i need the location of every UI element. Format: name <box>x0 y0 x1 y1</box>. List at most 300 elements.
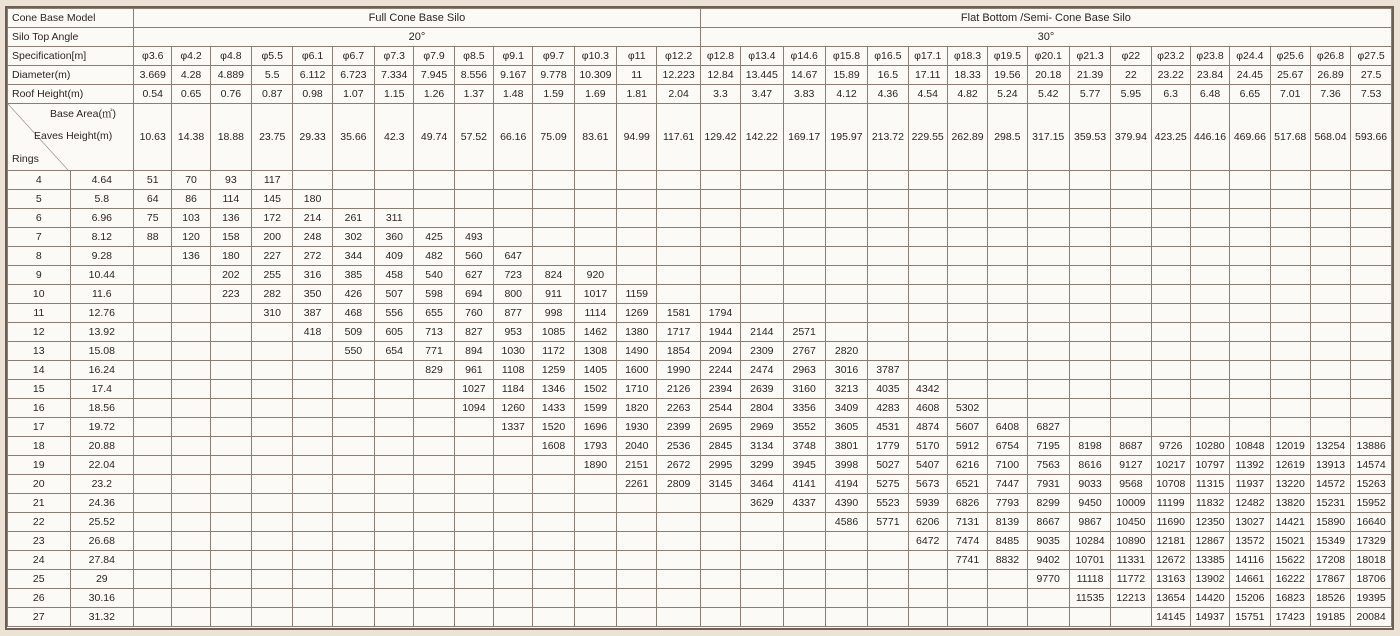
capacity-cell: 493 <box>454 228 493 247</box>
eaves-height-cell: 12.76 <box>70 304 134 323</box>
capacity-cell <box>574 532 616 551</box>
capacity-cell <box>375 190 414 209</box>
capacity-cell <box>1351 418 1392 437</box>
capacity-cell <box>1027 171 1069 190</box>
capacity-cell <box>1230 190 1270 209</box>
capacity-cell: 760 <box>454 304 493 323</box>
capacity-cell <box>494 228 533 247</box>
capacity-cell <box>617 247 657 266</box>
capacity-cell <box>210 418 251 437</box>
capacity-cell: 2263 <box>657 399 700 418</box>
capacity-cell: 11937 <box>1230 475 1270 494</box>
capacity-cell <box>1270 228 1310 247</box>
capacity-cell: 10708 <box>1151 475 1190 494</box>
capacity-cell <box>574 209 616 228</box>
capacity-cell <box>825 285 867 304</box>
capacity-cell <box>172 437 210 456</box>
capacity-cell: 3801 <box>825 437 867 456</box>
capacity-cell <box>1111 323 1151 342</box>
capacity-cell <box>375 570 414 589</box>
capacity-cell <box>252 494 293 513</box>
eaves-height-cell: 22.04 <box>70 456 134 475</box>
capacity-cell <box>1230 361 1270 380</box>
capacity-cell <box>1027 589 1069 608</box>
roof-height-cell: 0.54 <box>134 85 172 104</box>
capacity-cell <box>533 456 574 475</box>
capacity-cell: 1710 <box>617 380 657 399</box>
capacity-cell: 10280 <box>1190 437 1229 456</box>
capacity-cell: 2804 <box>741 399 783 418</box>
capacity-cell <box>1230 399 1270 418</box>
capacity-cell: 302 <box>332 228 374 247</box>
roof-height-cell: 1.26 <box>414 85 454 104</box>
base-area-cell: 57.52 <box>454 104 493 171</box>
capacity-cell <box>494 551 533 570</box>
capacity-cell <box>1069 361 1110 380</box>
capacity-cell: 6827 <box>1027 418 1069 437</box>
capacity-cell: 4342 <box>908 380 947 399</box>
capacity-cell <box>1027 247 1069 266</box>
base-area-cell: 129.42 <box>700 104 740 171</box>
capacity-cell <box>1111 209 1151 228</box>
capacity-cell <box>825 532 867 551</box>
capacity-cell <box>617 266 657 285</box>
capacity-cell: 15231 <box>1310 494 1350 513</box>
capacity-cell <box>868 304 908 323</box>
capacity-cell: 17867 <box>1310 570 1350 589</box>
capacity-cell <box>210 608 251 627</box>
capacity-cell: 14421 <box>1270 513 1310 532</box>
roof-height-label: Roof Height(m) <box>8 85 134 104</box>
capacity-cell: 800 <box>494 285 533 304</box>
capacity-cell: 13027 <box>1230 513 1270 532</box>
diameter-cell: 12.84 <box>700 66 740 85</box>
capacity-cell: 13820 <box>1270 494 1310 513</box>
roof-height-cell: 7.53 <box>1351 85 1392 104</box>
capacity-cell <box>1111 171 1151 190</box>
capacity-cell: 1854 <box>657 342 700 361</box>
capacity-cell <box>414 475 454 494</box>
diameter-cell: 9.778 <box>533 66 574 85</box>
table-row <box>8 285 1392 304</box>
capacity-cell <box>1310 247 1350 266</box>
roof-height-cell: 6.3 <box>1151 85 1190 104</box>
capacity-cell <box>825 228 867 247</box>
diameter-cell: 8.556 <box>454 66 493 85</box>
capacity-cell: 282 <box>252 285 293 304</box>
capacity-cell <box>1111 608 1151 627</box>
base-area-cell: 262.89 <box>947 104 987 171</box>
capacity-cell <box>1270 285 1310 304</box>
capacity-cell <box>1351 323 1392 342</box>
capacity-cell: 2995 <box>700 456 740 475</box>
capacity-cell: 255 <box>252 266 293 285</box>
spec-cell: φ3.6 <box>134 47 172 66</box>
capacity-cell: 11199 <box>1151 494 1190 513</box>
capacity-cell: 13886 <box>1351 437 1392 456</box>
capacity-cell <box>454 456 493 475</box>
capacity-cell: 6408 <box>988 418 1027 437</box>
capacity-cell <box>825 171 867 190</box>
capacity-cell <box>868 228 908 247</box>
capacity-cell <box>657 171 700 190</box>
spec-cell: φ6.1 <box>293 47 332 66</box>
spec-cell: φ13.4 <box>741 47 783 66</box>
capacity-cell <box>700 209 740 228</box>
capacity-cell <box>134 304 172 323</box>
capacity-cell <box>1230 285 1270 304</box>
capacity-cell <box>1190 228 1229 247</box>
capacity-cell: 1794 <box>700 304 740 323</box>
capacity-cell <box>210 323 251 342</box>
capacity-cell <box>332 570 374 589</box>
capacity-cell <box>657 266 700 285</box>
header-row-diameter <box>8 66 1392 85</box>
silo-specification-table-frame <box>5 6 1394 630</box>
capacity-cell <box>1230 342 1270 361</box>
capacity-cell <box>783 228 825 247</box>
ring-count-cell: 15 <box>8 380 71 399</box>
capacity-cell: 15952 <box>1351 494 1392 513</box>
capacity-cell <box>332 532 374 551</box>
capacity-cell <box>414 532 454 551</box>
capacity-cell <box>375 608 414 627</box>
capacity-cell: 5912 <box>947 437 987 456</box>
capacity-cell <box>947 608 987 627</box>
table-row <box>8 475 1392 494</box>
capacity-cell <box>1351 399 1392 418</box>
capacity-cell <box>783 589 825 608</box>
eaves-height-cell: 6.96 <box>70 209 134 228</box>
capacity-cell <box>908 247 947 266</box>
header-row-base-area <box>8 104 1392 171</box>
capacity-cell: 13902 <box>1190 570 1229 589</box>
capacity-cell <box>454 570 493 589</box>
capacity-cell: 8687 <box>1111 437 1151 456</box>
capacity-cell: 8198 <box>1069 437 1110 456</box>
capacity-cell <box>414 494 454 513</box>
capacity-cell <box>1351 228 1392 247</box>
capacity-cell <box>293 608 332 627</box>
capacity-cell <box>868 589 908 608</box>
capacity-cell <box>293 380 332 399</box>
capacity-cell <box>617 532 657 551</box>
capacity-cell <box>1111 304 1151 323</box>
spec-cell: φ23.2 <box>1151 47 1190 66</box>
capacity-cell: 1259 <box>533 361 574 380</box>
capacity-cell: 2394 <box>700 380 740 399</box>
capacity-cell: 64 <box>134 190 172 209</box>
capacity-cell <box>252 589 293 608</box>
capacity-cell: 387 <box>293 304 332 323</box>
capacity-cell: 1890 <box>574 456 616 475</box>
capacity-cell: 17329 <box>1351 532 1392 551</box>
capacity-cell: 5027 <box>868 456 908 475</box>
capacity-cell <box>1151 190 1190 209</box>
capacity-cell: 2767 <box>783 342 825 361</box>
capacity-cell <box>947 323 987 342</box>
capacity-cell <box>741 513 783 532</box>
capacity-cell <box>210 532 251 551</box>
capacity-cell: 13654 <box>1151 589 1190 608</box>
capacity-cell: 1520 <box>533 418 574 437</box>
capacity-cell <box>252 608 293 627</box>
diameter-cell: 17.11 <box>908 66 947 85</box>
capacity-cell: 2151 <box>617 456 657 475</box>
ring-count-cell: 19 <box>8 456 71 475</box>
capacity-cell <box>1351 266 1392 285</box>
base-area-cell: 568.04 <box>1310 104 1350 171</box>
capacity-cell: 10848 <box>1230 437 1270 456</box>
cone-base-model-label: Cone Base Model <box>8 9 134 28</box>
capacity-cell: 18526 <box>1310 589 1350 608</box>
capacity-cell: 3213 <box>825 380 867 399</box>
roof-height-cell: 5.24 <box>988 85 1027 104</box>
roof-height-cell: 3.47 <box>741 85 783 104</box>
base-area-cell: 517.68 <box>1270 104 1310 171</box>
capacity-cell <box>574 551 616 570</box>
capacity-cell: 911 <box>533 285 574 304</box>
capacity-cell <box>1270 171 1310 190</box>
spec-cell: φ9.7 <box>533 47 574 66</box>
capacity-cell: 13254 <box>1310 437 1350 456</box>
capacity-cell: 4608 <box>908 399 947 418</box>
table-row <box>8 361 1392 380</box>
capacity-cell <box>574 589 616 608</box>
capacity-cell <box>210 494 251 513</box>
capacity-cell: 12019 <box>1270 437 1310 456</box>
capacity-cell <box>293 551 332 570</box>
table-row <box>8 228 1392 247</box>
capacity-cell: 15890 <box>1310 513 1350 532</box>
capacity-cell: 409 <box>375 247 414 266</box>
capacity-cell <box>332 171 374 190</box>
eaves-height-cell: 15.08 <box>70 342 134 361</box>
capacity-cell <box>947 361 987 380</box>
capacity-cell: 11832 <box>1190 494 1229 513</box>
capacity-cell: 827 <box>454 323 493 342</box>
capacity-cell <box>741 247 783 266</box>
table-row <box>8 266 1392 285</box>
capacity-cell <box>783 532 825 551</box>
capacity-cell <box>617 570 657 589</box>
capacity-cell <box>134 266 172 285</box>
capacity-cell <box>1310 304 1350 323</box>
capacity-cell <box>657 494 700 513</box>
diameter-cell: 9.167 <box>494 66 533 85</box>
capacity-cell <box>454 437 493 456</box>
capacity-cell: 11315 <box>1190 475 1229 494</box>
capacity-cell <box>908 285 947 304</box>
ring-count-cell: 27 <box>8 608 71 627</box>
ring-count-cell: 7 <box>8 228 71 247</box>
capacity-cell: 4283 <box>868 399 908 418</box>
base-area-cell: 298.5 <box>988 104 1027 171</box>
diameter-cell: 11 <box>617 66 657 85</box>
capacity-cell: 19395 <box>1351 589 1392 608</box>
capacity-cell: 12867 <box>1190 532 1229 551</box>
capacity-cell: 1346 <box>533 380 574 399</box>
capacity-cell <box>252 551 293 570</box>
diameter-cell: 7.334 <box>375 66 414 85</box>
spec-cell: φ25.6 <box>1270 47 1310 66</box>
capacity-cell: 3748 <box>783 437 825 456</box>
eaves-height-cell: 29 <box>70 570 134 589</box>
ring-count-cell: 10 <box>8 285 71 304</box>
spec-cell: φ12.8 <box>700 47 740 66</box>
capacity-cell: 7131 <box>947 513 987 532</box>
capacity-cell: 88 <box>134 228 172 247</box>
ring-count-cell: 9 <box>8 266 71 285</box>
table-row <box>8 190 1392 209</box>
eaves-height-cell: 24.36 <box>70 494 134 513</box>
capacity-cell <box>617 171 657 190</box>
capacity-cell: 311 <box>375 209 414 228</box>
capacity-cell: 468 <box>332 304 374 323</box>
capacity-cell <box>1190 247 1229 266</box>
capacity-cell <box>533 247 574 266</box>
capacity-cell: 15263 <box>1351 475 1392 494</box>
capacity-cell: 4874 <box>908 418 947 437</box>
capacity-cell <box>700 171 740 190</box>
capacity-cell <box>988 323 1027 342</box>
eaves-height-cell: 10.44 <box>70 266 134 285</box>
capacity-cell <box>172 342 210 361</box>
capacity-cell <box>375 494 414 513</box>
capacity-cell <box>172 418 210 437</box>
capacity-cell <box>947 570 987 589</box>
capacity-cell: 16222 <box>1270 570 1310 589</box>
capacity-cell <box>1310 380 1350 399</box>
capacity-cell <box>1190 342 1229 361</box>
capacity-cell <box>414 551 454 570</box>
capacity-cell <box>293 532 332 551</box>
capacity-cell: 7100 <box>988 456 1027 475</box>
table-row <box>8 551 1392 570</box>
capacity-cell: 13385 <box>1190 551 1229 570</box>
capacity-cell <box>414 380 454 399</box>
capacity-cell: 458 <box>375 266 414 285</box>
capacity-cell <box>332 608 374 627</box>
diameter-cell: 23.22 <box>1151 66 1190 85</box>
capacity-cell <box>134 399 172 418</box>
capacity-cell <box>414 171 454 190</box>
capacity-cell: 8485 <box>988 532 1027 551</box>
spec-cell: φ22 <box>1111 47 1151 66</box>
ring-count-cell: 11 <box>8 304 71 323</box>
capacity-cell <box>414 399 454 418</box>
capacity-cell <box>988 570 1027 589</box>
capacity-cell: 1085 <box>533 323 574 342</box>
diameter-cell: 24.45 <box>1230 66 1270 85</box>
capacity-cell: 2672 <box>657 456 700 475</box>
capacity-cell <box>988 608 1027 627</box>
capacity-cell <box>1190 209 1229 228</box>
capacity-cell <box>1151 285 1190 304</box>
roof-height-cell: 4.54 <box>908 85 947 104</box>
roof-height-cell: 5.95 <box>1111 85 1151 104</box>
capacity-cell <box>574 494 616 513</box>
diameter-cell: 23.84 <box>1190 66 1229 85</box>
capacity-cell: 13572 <box>1230 532 1270 551</box>
roof-height-cell: 0.87 <box>252 85 293 104</box>
capacity-cell: 17423 <box>1270 608 1310 627</box>
capacity-cell: 15206 <box>1230 589 1270 608</box>
capacity-cell <box>741 570 783 589</box>
capacity-cell <box>1111 190 1151 209</box>
capacity-cell <box>988 361 1027 380</box>
capacity-cell <box>293 475 332 494</box>
capacity-cell <box>533 532 574 551</box>
capacity-cell: 877 <box>494 304 533 323</box>
table-row <box>8 342 1392 361</box>
capacity-cell <box>700 266 740 285</box>
section-title: Full Cone Base Silo <box>134 9 701 28</box>
eaves-height-cell: 30.16 <box>70 589 134 608</box>
capacity-cell <box>947 589 987 608</box>
base-area-cell: 29.33 <box>293 104 332 171</box>
capacity-cell: 1405 <box>574 361 616 380</box>
base-area-cell: 10.63 <box>134 104 172 171</box>
roof-height-cell: 1.69 <box>574 85 616 104</box>
capacity-cell <box>1111 361 1151 380</box>
capacity-cell: 713 <box>414 323 454 342</box>
capacity-cell: 4337 <box>783 494 825 513</box>
capacity-cell: 360 <box>375 228 414 247</box>
capacity-cell <box>1069 171 1110 190</box>
capacity-cell <box>1151 228 1190 247</box>
capacity-cell: 5771 <box>868 513 908 532</box>
base-area-cell: 83.61 <box>574 104 616 171</box>
capacity-cell: 10284 <box>1069 532 1110 551</box>
capacity-cell <box>332 551 374 570</box>
capacity-cell <box>908 608 947 627</box>
roof-height-cell: 7.36 <box>1310 85 1350 104</box>
capacity-cell: 4035 <box>868 380 908 399</box>
capacity-cell <box>947 342 987 361</box>
capacity-cell: 1337 <box>494 418 533 437</box>
capacity-cell: 51 <box>134 171 172 190</box>
capacity-cell <box>375 361 414 380</box>
capacity-cell: 920 <box>574 266 616 285</box>
capacity-cell <box>494 456 533 475</box>
capacity-cell: 1308 <box>574 342 616 361</box>
capacity-cell <box>494 437 533 456</box>
capacity-cell <box>210 304 251 323</box>
capacity-cell <box>293 171 332 190</box>
capacity-cell: 14661 <box>1230 570 1270 589</box>
capacity-cell <box>988 228 1027 247</box>
roof-height-cell: 3.3 <box>700 85 740 104</box>
capacity-cell <box>1027 304 1069 323</box>
ring-count-cell: 26 <box>8 589 71 608</box>
capacity-cell <box>947 285 987 304</box>
capacity-cell: 316 <box>293 266 332 285</box>
capacity-cell: 1172 <box>533 342 574 361</box>
spec-cell: φ9.1 <box>494 47 533 66</box>
capacity-cell <box>252 361 293 380</box>
capacity-cell <box>134 456 172 475</box>
table-row <box>8 513 1392 532</box>
capacity-cell <box>908 361 947 380</box>
ring-count-cell: 18 <box>8 437 71 456</box>
spec-cell: φ6.7 <box>332 47 374 66</box>
capacity-cell <box>908 570 947 589</box>
capacity-cell <box>1351 285 1392 304</box>
capacity-cell: 3299 <box>741 456 783 475</box>
capacity-cell: 136 <box>172 247 210 266</box>
capacity-cell: 10797 <box>1190 456 1229 475</box>
